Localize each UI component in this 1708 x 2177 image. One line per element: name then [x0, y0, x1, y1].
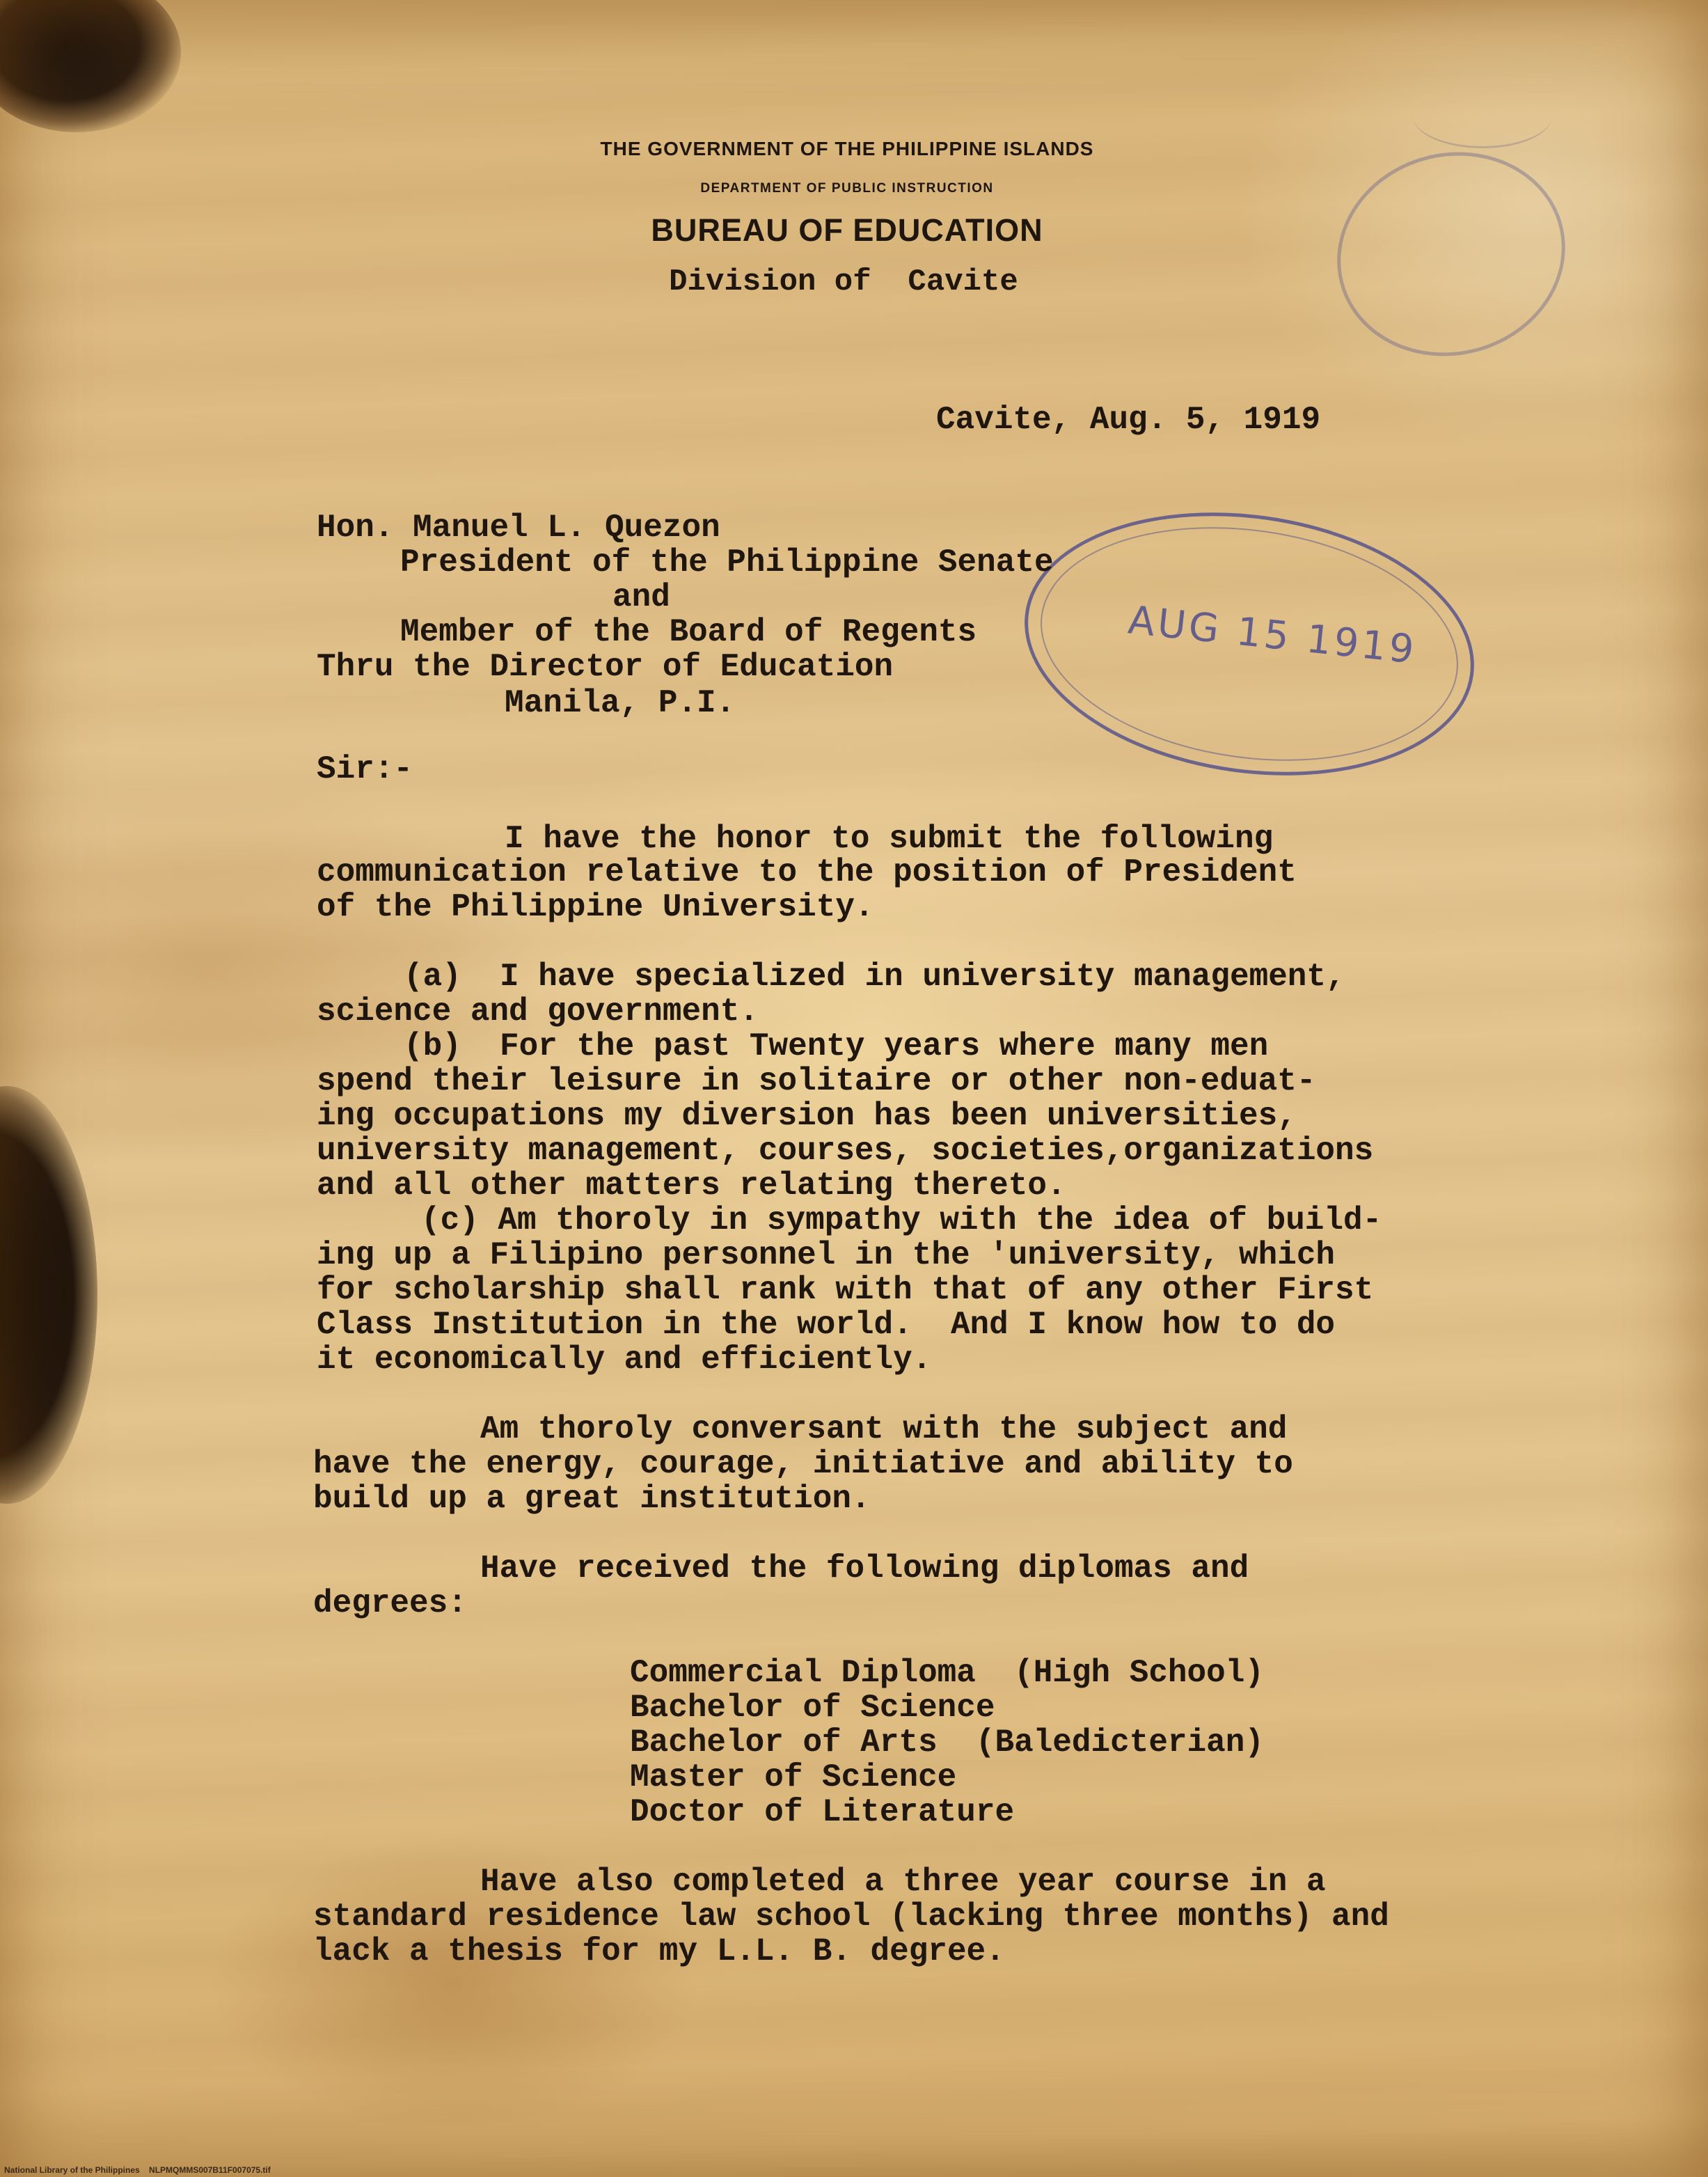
salutation: Sir:- [317, 751, 413, 787]
address-line: Thru the Director of Education [317, 649, 894, 685]
degree-item: Bachelor of Arts (Baledicterian) [630, 1724, 1264, 1761]
paragraph-line: degrees: [313, 1585, 467, 1621]
paragraph-line: I have the honor to submit the following [505, 821, 1274, 857]
date-line: Cavite, Aug. 5, 1919 [936, 402, 1321, 438]
address-line: President of the Philippine Senate [400, 544, 1054, 581]
address-line: Manila, P.I. [505, 685, 736, 721]
burn-stain-top-left [0, 0, 181, 132]
received-stamp-date: AUG 15 1919 [1125, 597, 1419, 673]
faint-stamp [1314, 127, 1588, 382]
paragraph-line: communication relative to the position of President [317, 854, 1297, 890]
paragraph-line: standard residence law school (lacking three months) and [313, 1899, 1389, 1935]
item-line: (a) I have specialized in university management, [404, 959, 1345, 995]
item-line: ing up a Filipino personnel in the 'university, which [317, 1237, 1336, 1273]
paragraph-line: Am thoroly conversant with the subject and [480, 1411, 1288, 1447]
address-line: Member of the Board of Regents [400, 614, 977, 650]
burn-stain-left [0, 1086, 97, 1504]
paragraph-line: build up a great institution. [313, 1481, 871, 1517]
paragraph-line: of the Philippine University. [317, 889, 874, 925]
letterhead-bureau: BUREAU OF EDUCATION [651, 212, 1043, 248]
letterhead-department: DEPARTMENT OF PUBLIC INSTRUCTION [700, 181, 994, 196]
archive-footer: National Library of the Philippines NLPMQMMS007B11F007075.tif [4, 2165, 271, 2175]
degree-item: Doctor of Literature [630, 1794, 1015, 1830]
paragraph-line: Have also completed a three year course in a [480, 1864, 1326, 1900]
item-line: for scholarship shall rank with that of any other First [317, 1272, 1374, 1308]
item-line: (b) For the past Twenty years where many men [404, 1028, 1269, 1064]
letterhead-division: Division of Cavite [669, 265, 1018, 299]
paragraph-line: lack a thesis for my L.L. B. degree. [313, 1933, 1005, 1970]
paragraph-line: Have received the following diplomas and [480, 1550, 1249, 1587]
letterhead-government: THE GOVERNMENT OF THE PHILIPPINE ISLANDS [600, 138, 1094, 159]
item-line: science and government. [317, 993, 759, 1030]
degree-item: Commercial Diploma (High School) [630, 1655, 1264, 1691]
item-line: ing occupations my diversion has been universities, [317, 1098, 1297, 1134]
item-line: spend their leisure in solitaire or other non-eduat- [317, 1063, 1316, 1099]
address-line: Hon. Manuel L. Quezon [317, 510, 720, 546]
item-line: Class Institution in the world. And I know how to do [317, 1307, 1336, 1343]
item-line: (c) Am thoroly in sympathy with the idea of build- [421, 1202, 1382, 1239]
degree-item: Master of Science [630, 1759, 957, 1795]
paragraph-line: have the energy, courage, initiative and ability to [313, 1446, 1293, 1482]
address-line: and [612, 579, 670, 615]
item-line: university management, courses, societies,organizations [317, 1133, 1374, 1169]
item-line: and all other matters relating thereto. [317, 1168, 1066, 1204]
degree-item: Bachelor of Science [630, 1690, 995, 1726]
item-line: it economically and efficiently. [317, 1342, 932, 1378]
